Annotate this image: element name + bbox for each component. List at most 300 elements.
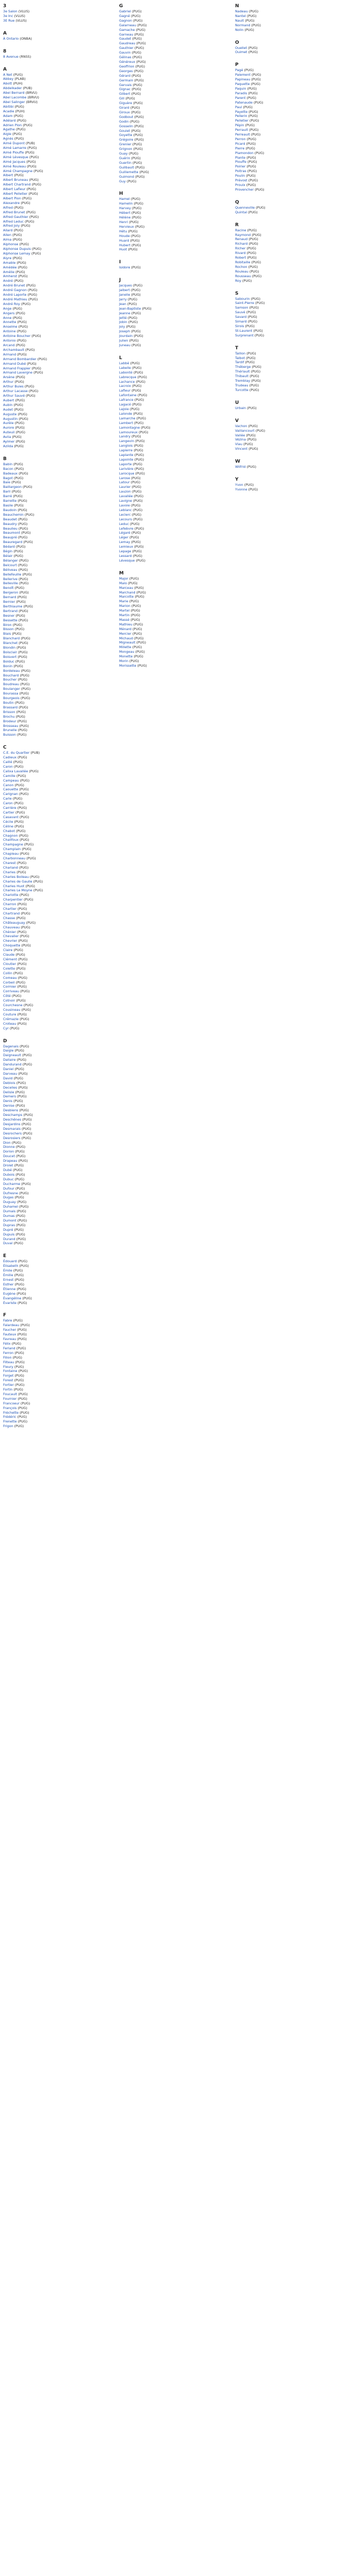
street-link[interactable]: Annette xyxy=(3,320,16,325)
street-link[interactable]: Théberge xyxy=(235,365,251,369)
street-link[interactable]: Racine xyxy=(235,228,246,232)
street-link[interactable]: Nantel xyxy=(235,13,246,18)
street-link[interactable]: Duguay xyxy=(3,1200,16,1205)
street-link[interactable]: Juneau xyxy=(119,343,130,347)
street-link[interactable]: Antoine Boucher xyxy=(3,334,31,338)
street-link[interactable]: Camille xyxy=(3,773,15,778)
street-link[interactable]: André Gagnon xyxy=(3,288,27,293)
street-link[interactable]: Richer xyxy=(235,246,246,251)
street-link[interactable]: Falardeau xyxy=(3,1323,20,1328)
street-link[interactable]: Forest xyxy=(3,1378,13,1383)
street-link[interactable]: Lessard xyxy=(119,553,132,558)
street-link[interactable]: Bédard xyxy=(3,545,15,549)
street-link[interactable]: À Ontario xyxy=(3,36,19,41)
street-link[interactable]: Boucher xyxy=(3,677,17,682)
street-link[interactable]: Fauteux xyxy=(3,1332,16,1337)
street-link[interactable]: Trudeau xyxy=(235,383,248,387)
street-link[interactable]: Plante xyxy=(235,155,246,160)
street-link[interactable]: Hubert xyxy=(119,243,130,247)
street-link[interactable]: Couture xyxy=(3,1012,16,1016)
street-link[interactable]: André xyxy=(3,279,13,283)
street-link[interactable]: Édouard xyxy=(3,1259,17,1264)
street-link[interactable]: Filteau xyxy=(3,1360,14,1364)
street-link[interactable]: Charles xyxy=(3,870,16,874)
street-link[interactable]: Janelle xyxy=(119,293,130,297)
street-link[interactable]: Charles Boileau xyxy=(3,874,29,879)
street-link[interactable]: Lavallée xyxy=(119,494,133,499)
street-link[interactable]: Landry xyxy=(119,434,130,439)
street-link[interactable]: Albert xyxy=(3,173,13,178)
street-link[interactable]: Bessette xyxy=(3,618,18,622)
street-link[interactable]: Joseph xyxy=(119,329,130,334)
street-link[interactable]: Hamelin xyxy=(119,201,133,206)
street-link[interactable]: Pierre xyxy=(235,146,245,150)
street-link[interactable]: Brisson xyxy=(3,709,15,714)
street-link[interactable]: Robitaille xyxy=(235,260,251,264)
street-link[interactable]: Marceau xyxy=(119,585,134,590)
street-link[interactable]: Dionne xyxy=(3,1145,15,1149)
street-link[interactable]: Barré xyxy=(3,494,12,499)
street-link[interactable]: Chevrier xyxy=(3,939,18,943)
street-link[interactable]: Guy xyxy=(119,179,126,183)
street-link[interactable]: Isidore xyxy=(119,265,130,270)
street-link[interactable]: Laporte xyxy=(119,462,132,466)
street-link[interactable]: Lévesque xyxy=(119,558,135,563)
street-link[interactable]: Marie xyxy=(119,599,128,604)
street-link[interactable]: Émile xyxy=(3,1268,12,1273)
street-link[interactable]: Gervais xyxy=(119,82,132,87)
street-link[interactable]: André Brunet xyxy=(3,283,25,288)
street-link[interactable]: Charlotte xyxy=(3,893,19,897)
street-link[interactable]: Jalbert xyxy=(119,288,130,293)
street-link[interactable]: Félix xyxy=(3,1341,11,1346)
street-link[interactable]: Champagne xyxy=(3,842,23,847)
street-link[interactable]: Rochon xyxy=(235,264,247,269)
street-link[interactable]: Cousineau xyxy=(3,1007,21,1012)
street-link[interactable]: Wilfrid xyxy=(235,465,246,469)
street-link[interactable]: Vachon xyxy=(235,423,247,428)
street-link[interactable]: François xyxy=(3,1405,17,1410)
street-link[interactable]: Baudoin xyxy=(3,507,17,512)
street-link[interactable]: Caron xyxy=(3,764,13,769)
street-link[interactable]: Fabre xyxy=(3,1318,12,1323)
street-link[interactable]: Deschamps xyxy=(3,1113,23,1117)
street-link[interactable]: Beaudet xyxy=(3,517,17,521)
street-link[interactable]: Adam xyxy=(3,113,13,118)
street-link[interactable]: Vaillancourt xyxy=(235,428,255,433)
street-link[interactable]: Daniel xyxy=(3,1067,14,1072)
street-link[interactable]: Lambert xyxy=(119,420,133,425)
street-link[interactable]: Beauchemin xyxy=(3,512,24,517)
street-link[interactable]: Gauthier xyxy=(119,46,134,50)
street-link[interactable]: Robert xyxy=(235,256,246,260)
street-link[interactable]: Mercier xyxy=(119,631,131,636)
street-link[interactable]: Talbot xyxy=(235,355,245,360)
street-link[interactable]: Carrière xyxy=(3,806,16,810)
street-link[interactable]: Chagnon xyxy=(3,833,18,838)
street-link[interactable]: Foucault xyxy=(3,1392,18,1396)
street-link[interactable]: Cotnoir xyxy=(3,998,15,1003)
street-link[interactable]: Delisle xyxy=(3,1090,14,1094)
street-link[interactable]: Martin xyxy=(119,613,130,618)
street-link[interactable]: Chevalier xyxy=(3,934,19,939)
street-link[interactable]: Desrochers xyxy=(3,1131,22,1136)
street-link[interactable]: Decelles xyxy=(3,1085,18,1090)
street-link[interactable]: Tremblay xyxy=(235,379,251,383)
street-link[interactable]: Leduc xyxy=(119,521,129,526)
street-link[interactable]: Babin xyxy=(3,462,13,466)
street-link[interactable]: Adélard xyxy=(3,118,16,123)
street-link[interactable]: St-Laurent xyxy=(235,328,253,333)
street-link[interactable]: Ménard xyxy=(119,626,131,631)
street-link[interactable]: Berthiaume xyxy=(3,604,23,608)
street-link[interactable]: Guimond xyxy=(119,174,135,179)
street-link[interactable]: Jean-Baptiste xyxy=(119,306,141,311)
street-link[interactable]: Gamache xyxy=(119,27,135,32)
street-link[interactable]: Généreux xyxy=(119,59,136,64)
street-link[interactable]: Quenneville xyxy=(235,205,255,210)
street-link[interactable]: Arthur xyxy=(3,380,14,384)
street-link[interactable]: Agathe xyxy=(3,127,15,132)
street-link[interactable]: Croteau xyxy=(3,1021,16,1026)
street-link[interactable]: Julien xyxy=(119,338,128,343)
street-link[interactable]: Boisclair xyxy=(3,650,18,654)
street-link[interactable]: Paquette xyxy=(235,82,250,87)
street-link[interactable]: Francoeur xyxy=(3,1401,20,1405)
street-link[interactable]: Gélinas xyxy=(119,55,131,60)
street-link[interactable]: Houde xyxy=(119,233,130,238)
street-link[interactable]: Claude xyxy=(3,953,15,957)
street-link[interactable]: Huot xyxy=(119,247,127,252)
street-link[interactable]: Lapierre xyxy=(119,448,133,453)
street-link[interactable]: Dupré xyxy=(3,1227,13,1232)
street-link[interactable]: Cormier xyxy=(3,985,16,989)
street-link[interactable]: Fortier xyxy=(3,1383,14,1387)
street-link[interactable]: Archambault xyxy=(3,347,24,352)
street-link[interactable]: André Roy xyxy=(3,301,20,306)
street-link[interactable]: Cartier xyxy=(3,810,14,815)
street-link[interactable]: Bordeleau xyxy=(3,668,20,673)
street-link[interactable]: Amable xyxy=(3,260,16,265)
street-link[interactable]: Lagacé xyxy=(119,402,131,407)
street-link[interactable]: André Mathieu xyxy=(3,297,27,301)
street-link[interactable]: Armand Dubé xyxy=(3,361,26,366)
street-link[interactable]: Bourgeois xyxy=(3,696,20,701)
street-link[interactable]: Lacroix xyxy=(119,384,131,388)
street-link[interactable]: Grignon xyxy=(119,147,132,151)
street-link[interactable]: Baillargeon xyxy=(3,485,22,489)
street-link[interactable]: Nault xyxy=(235,18,244,23)
street-link[interactable]: Chasse xyxy=(3,916,15,920)
street-link[interactable]: Baril xyxy=(3,489,11,494)
street-link[interactable]: Esther xyxy=(3,1282,14,1286)
street-link[interactable]: Leclerc xyxy=(119,512,131,517)
street-link[interactable]: Marion xyxy=(119,604,130,608)
street-link[interactable]: Étienne xyxy=(3,1286,16,1291)
street-link[interactable]: Benoît xyxy=(3,586,14,590)
street-link[interactable]: Arcand xyxy=(3,343,15,347)
street-link[interactable]: Tardif xyxy=(235,360,244,365)
street-link[interactable]: Desrosiers xyxy=(3,1136,21,1140)
street-link[interactable]: Dandurand xyxy=(3,1062,22,1067)
street-link[interactable]: Sabourin xyxy=(235,296,250,301)
street-link[interactable]: Taillon xyxy=(235,351,246,355)
street-link[interactable]: Bolduc xyxy=(3,659,14,664)
street-link[interactable]: Malo xyxy=(119,581,127,585)
street-link[interactable]: Claire xyxy=(3,948,13,953)
street-link[interactable]: Lapointe xyxy=(119,457,134,462)
street-link[interactable]: Ouimet xyxy=(235,50,247,55)
street-link[interactable]: Gagnon xyxy=(119,18,132,23)
street-link[interactable]: Carle xyxy=(3,796,12,801)
street-link[interactable]: 3e Inc xyxy=(3,13,13,18)
street-link[interactable]: Langlois xyxy=(119,444,133,448)
street-link[interactable]: Paiement xyxy=(235,73,251,77)
street-link[interactable]: Samson xyxy=(235,306,248,310)
street-link[interactable]: Grégoire xyxy=(119,138,134,142)
street-link[interactable]: Marcotte xyxy=(119,595,134,599)
street-link[interactable]: Dagenais xyxy=(3,1044,19,1048)
street-link[interactable]: Laplante xyxy=(119,453,134,457)
street-link[interactable]: Drolet xyxy=(3,1163,13,1168)
street-link[interactable]: Alfred xyxy=(3,205,13,210)
street-link[interactable]: Cloutier xyxy=(3,961,16,966)
street-link[interactable]: Aubin xyxy=(3,402,13,407)
street-link[interactable]: Guillemette xyxy=(119,170,139,174)
street-link[interactable]: Renaud xyxy=(235,237,248,242)
street-link[interactable]: Guilbault xyxy=(119,165,134,170)
street-link[interactable]: Émilie xyxy=(3,1273,13,1278)
street-link[interactable]: Desbiens xyxy=(3,1108,19,1113)
street-link[interactable]: Alfred Leduc xyxy=(3,219,24,224)
street-link[interactable]: Laurier xyxy=(119,485,131,489)
street-link[interactable]: Grenier xyxy=(119,142,131,147)
street-link[interactable]: Henri xyxy=(119,219,128,224)
street-link[interactable]: Ouellet xyxy=(235,45,247,50)
street-link[interactable]: Gaudet xyxy=(119,37,131,41)
street-link[interactable]: Cadieux xyxy=(3,755,16,760)
street-link[interactable]: Nolin xyxy=(235,27,244,32)
street-link[interactable]: Filion xyxy=(3,1355,12,1360)
street-link[interactable]: Amherst xyxy=(3,274,18,279)
street-link[interactable]: Boutin xyxy=(3,700,14,705)
street-link[interactable]: Martel xyxy=(119,608,130,613)
street-link[interactable]: Deblois xyxy=(3,1080,15,1085)
street-link[interactable]: Huard xyxy=(119,238,129,243)
street-link[interactable]: Langevin xyxy=(119,439,135,444)
street-link[interactable]: Armand Bombardier xyxy=(3,357,37,361)
street-link[interactable]: Lalonde xyxy=(119,411,132,416)
street-link[interactable]: Daigle xyxy=(3,1048,14,1053)
street-link[interactable]: Armand xyxy=(3,352,16,357)
street-link[interactable]: Beaupré xyxy=(3,535,17,540)
street-link[interactable]: Jean xyxy=(119,301,126,306)
street-link[interactable]: Chauveau xyxy=(3,925,20,929)
street-link[interactable]: Abott xyxy=(3,81,12,86)
street-link[interactable]: Guay xyxy=(119,151,128,156)
street-link[interactable]: Azilda xyxy=(3,444,13,448)
street-link[interactable]: Dumais xyxy=(3,1209,16,1214)
street-link[interactable]: Audet xyxy=(3,407,13,412)
street-link[interactable]: Aimé Jacques xyxy=(3,159,26,164)
street-link[interactable]: Armand Lavergne xyxy=(3,370,32,375)
street-link[interactable]: Béliveau xyxy=(3,567,18,572)
street-link[interactable]: Blais xyxy=(3,632,11,636)
street-link[interactable]: Eugène xyxy=(3,1291,16,1296)
street-link[interactable]: Auteuil xyxy=(3,430,15,435)
street-link[interactable]: Poirier xyxy=(235,164,246,169)
street-link[interactable]: Lafontaine xyxy=(119,393,137,398)
street-link[interactable]: Garneau xyxy=(119,32,134,37)
street-link[interactable]: Belcourt xyxy=(3,563,17,567)
street-link[interactable]: Lamoureux xyxy=(119,430,138,434)
street-link[interactable]: Bacon xyxy=(3,466,13,471)
street-link[interactable]: Blondin xyxy=(3,646,16,650)
street-link[interactable]: Champlain xyxy=(3,847,21,852)
street-link[interactable]: Abdelkader xyxy=(3,86,22,91)
street-link[interactable]: Larocque xyxy=(119,471,135,476)
street-link[interactable]: Auguste xyxy=(3,412,17,416)
street-link[interactable]: Saint-Pierre xyxy=(235,301,254,306)
street-link[interactable]: Georges xyxy=(119,69,133,73)
street-link[interactable]: Abel Salinger xyxy=(3,99,25,104)
street-link[interactable]: Payette xyxy=(235,109,248,114)
street-link[interactable]: Gagné xyxy=(119,13,130,18)
street-link[interactable]: C.E. du Quartier xyxy=(3,751,30,755)
street-link[interactable]: Alexandre xyxy=(3,200,20,205)
street-link[interactable]: Dallaire xyxy=(3,1058,16,1062)
street-link[interactable]: Arthur Lacasse xyxy=(3,389,28,394)
street-link[interactable]: Larivière xyxy=(119,466,134,471)
street-link[interactable]: Urbain xyxy=(235,405,246,410)
street-link[interactable]: Germain xyxy=(119,78,134,82)
street-link[interactable]: Sirois xyxy=(235,324,244,328)
street-link[interactable]: Raymond xyxy=(235,232,251,237)
street-link[interactable]: Allen xyxy=(3,233,11,238)
street-link[interactable]: Ferron xyxy=(3,1350,14,1355)
street-link[interactable]: Caouette xyxy=(3,787,19,792)
street-link[interactable]: Dugas xyxy=(3,1195,14,1200)
street-link[interactable]: Aimé Lévesque xyxy=(3,155,28,159)
street-link[interactable]: Charland xyxy=(3,865,18,870)
street-link[interactable]: Marchand xyxy=(119,590,136,595)
street-link[interactable]: Ange xyxy=(3,306,12,311)
street-link[interactable]: Perrault xyxy=(235,128,248,132)
street-link[interactable]: Courchesne xyxy=(3,1003,23,1008)
street-link[interactable]: Charbonneau xyxy=(3,856,26,861)
street-link[interactable]: Labonté xyxy=(119,370,132,375)
street-link[interactable]: Aimé Champagne xyxy=(3,168,33,173)
street-link[interactable]: Jourdain xyxy=(119,334,133,338)
street-link[interactable]: Yvon xyxy=(235,483,243,487)
street-link[interactable]: Aimé Rouleau xyxy=(3,164,26,168)
street-link[interactable]: Harvey xyxy=(119,206,131,211)
street-link[interactable]: Guérin xyxy=(119,156,130,160)
street-link[interactable]: Frenette xyxy=(3,1419,17,1424)
street-link[interactable]: Lemieux xyxy=(119,545,134,549)
street-link[interactable]: Colette xyxy=(3,966,15,971)
street-link[interactable]: Aylmer xyxy=(3,439,15,444)
street-link[interactable]: Bagot xyxy=(3,476,13,480)
street-link[interactable]: Millette xyxy=(119,645,131,650)
street-link[interactable]: Cyr xyxy=(3,1026,9,1030)
street-link[interactable]: Vézina xyxy=(235,437,246,442)
street-link[interactable]: Élisabeth xyxy=(3,1264,19,1268)
street-link[interactable]: Yvonne xyxy=(235,487,247,492)
street-link[interactable]: Denis xyxy=(3,1099,13,1104)
street-link[interactable]: Fréchette xyxy=(3,1410,19,1415)
street-link[interactable]: Drapeau xyxy=(3,1159,18,1163)
street-link[interactable]: Darveau xyxy=(3,1071,18,1076)
street-link[interactable]: Lamarche xyxy=(119,416,136,420)
street-link[interactable]: Plamondon xyxy=(235,150,254,155)
street-link[interactable]: Normand xyxy=(235,23,251,27)
street-link[interactable]: Corbeil xyxy=(3,980,15,985)
street-link[interactable]: Deschênes xyxy=(3,1117,21,1122)
street-link[interactable]: Joly xyxy=(119,325,125,329)
street-link[interactable]: Boudreau xyxy=(3,682,19,687)
street-link[interactable]: Fortin xyxy=(3,1387,13,1392)
street-link[interactable]: Cécile xyxy=(3,819,13,824)
street-link[interactable]: Jetté xyxy=(119,315,127,320)
street-link[interactable]: Simard xyxy=(235,319,247,324)
street-link[interactable]: Lajoie xyxy=(119,406,129,411)
street-link[interactable]: Arsène xyxy=(3,375,15,380)
street-link[interactable]: Poulin xyxy=(235,174,245,178)
street-link[interactable]: Labelle xyxy=(119,365,131,370)
street-link[interactable]: Chapleau xyxy=(3,852,19,856)
street-link[interactable]: Nadeau xyxy=(235,9,248,13)
street-link[interactable]: Major xyxy=(119,576,128,581)
street-link[interactable]: Fontaine xyxy=(3,1369,18,1374)
street-link[interactable]: Amédée xyxy=(3,265,17,269)
street-link[interactable]: Pépin xyxy=(235,123,244,128)
street-link[interactable]: Gosselin xyxy=(119,124,134,128)
street-link[interactable]: Ducharme xyxy=(3,1181,21,1186)
street-link[interactable]: Charron xyxy=(3,902,16,907)
street-link[interactable]: Aurèle xyxy=(3,421,14,426)
street-link[interactable]: Barrette xyxy=(3,499,17,503)
street-link[interactable]: Dufresne xyxy=(3,1191,18,1195)
street-link[interactable]: Lafleur xyxy=(119,388,131,393)
street-link[interactable]: Bouchard xyxy=(3,673,19,677)
street-link[interactable]: Aurore xyxy=(3,426,14,430)
street-link[interactable]: Besner xyxy=(3,613,15,618)
street-link[interactable]: Dubé xyxy=(3,1167,12,1172)
street-link[interactable]: Buisson xyxy=(3,733,16,737)
street-link[interactable]: André Laporte xyxy=(3,293,27,297)
street-link[interactable]: Bisson xyxy=(3,627,14,632)
street-link[interactable]: Ernest xyxy=(3,1278,14,1282)
street-link[interactable]: Labbé xyxy=(119,361,129,365)
street-link[interactable]: Godin xyxy=(119,119,129,124)
street-link[interactable]: Alphonse Dupuis xyxy=(3,246,31,251)
street-link[interactable]: Clément xyxy=(3,957,17,961)
street-link[interactable]: Corriveau xyxy=(3,989,19,994)
street-link[interactable]: Lachance xyxy=(119,379,135,384)
street-link[interactable]: Boisvert xyxy=(3,654,17,659)
street-link[interactable]: Alma xyxy=(3,238,12,242)
street-link[interactable]: Denise xyxy=(3,1104,14,1108)
street-link[interactable]: Roy xyxy=(235,278,241,283)
street-link[interactable]: Bellerive xyxy=(3,577,18,581)
street-link[interactable]: Badeaux xyxy=(3,471,18,476)
street-link[interactable]: Bellefeuille xyxy=(3,572,22,577)
street-link[interactable]: Abbey xyxy=(3,77,14,81)
street-link[interactable]: Allard xyxy=(3,228,13,233)
street-link[interactable]: Bourassa xyxy=(3,691,19,696)
street-link[interactable]: Plouffe xyxy=(235,160,246,164)
